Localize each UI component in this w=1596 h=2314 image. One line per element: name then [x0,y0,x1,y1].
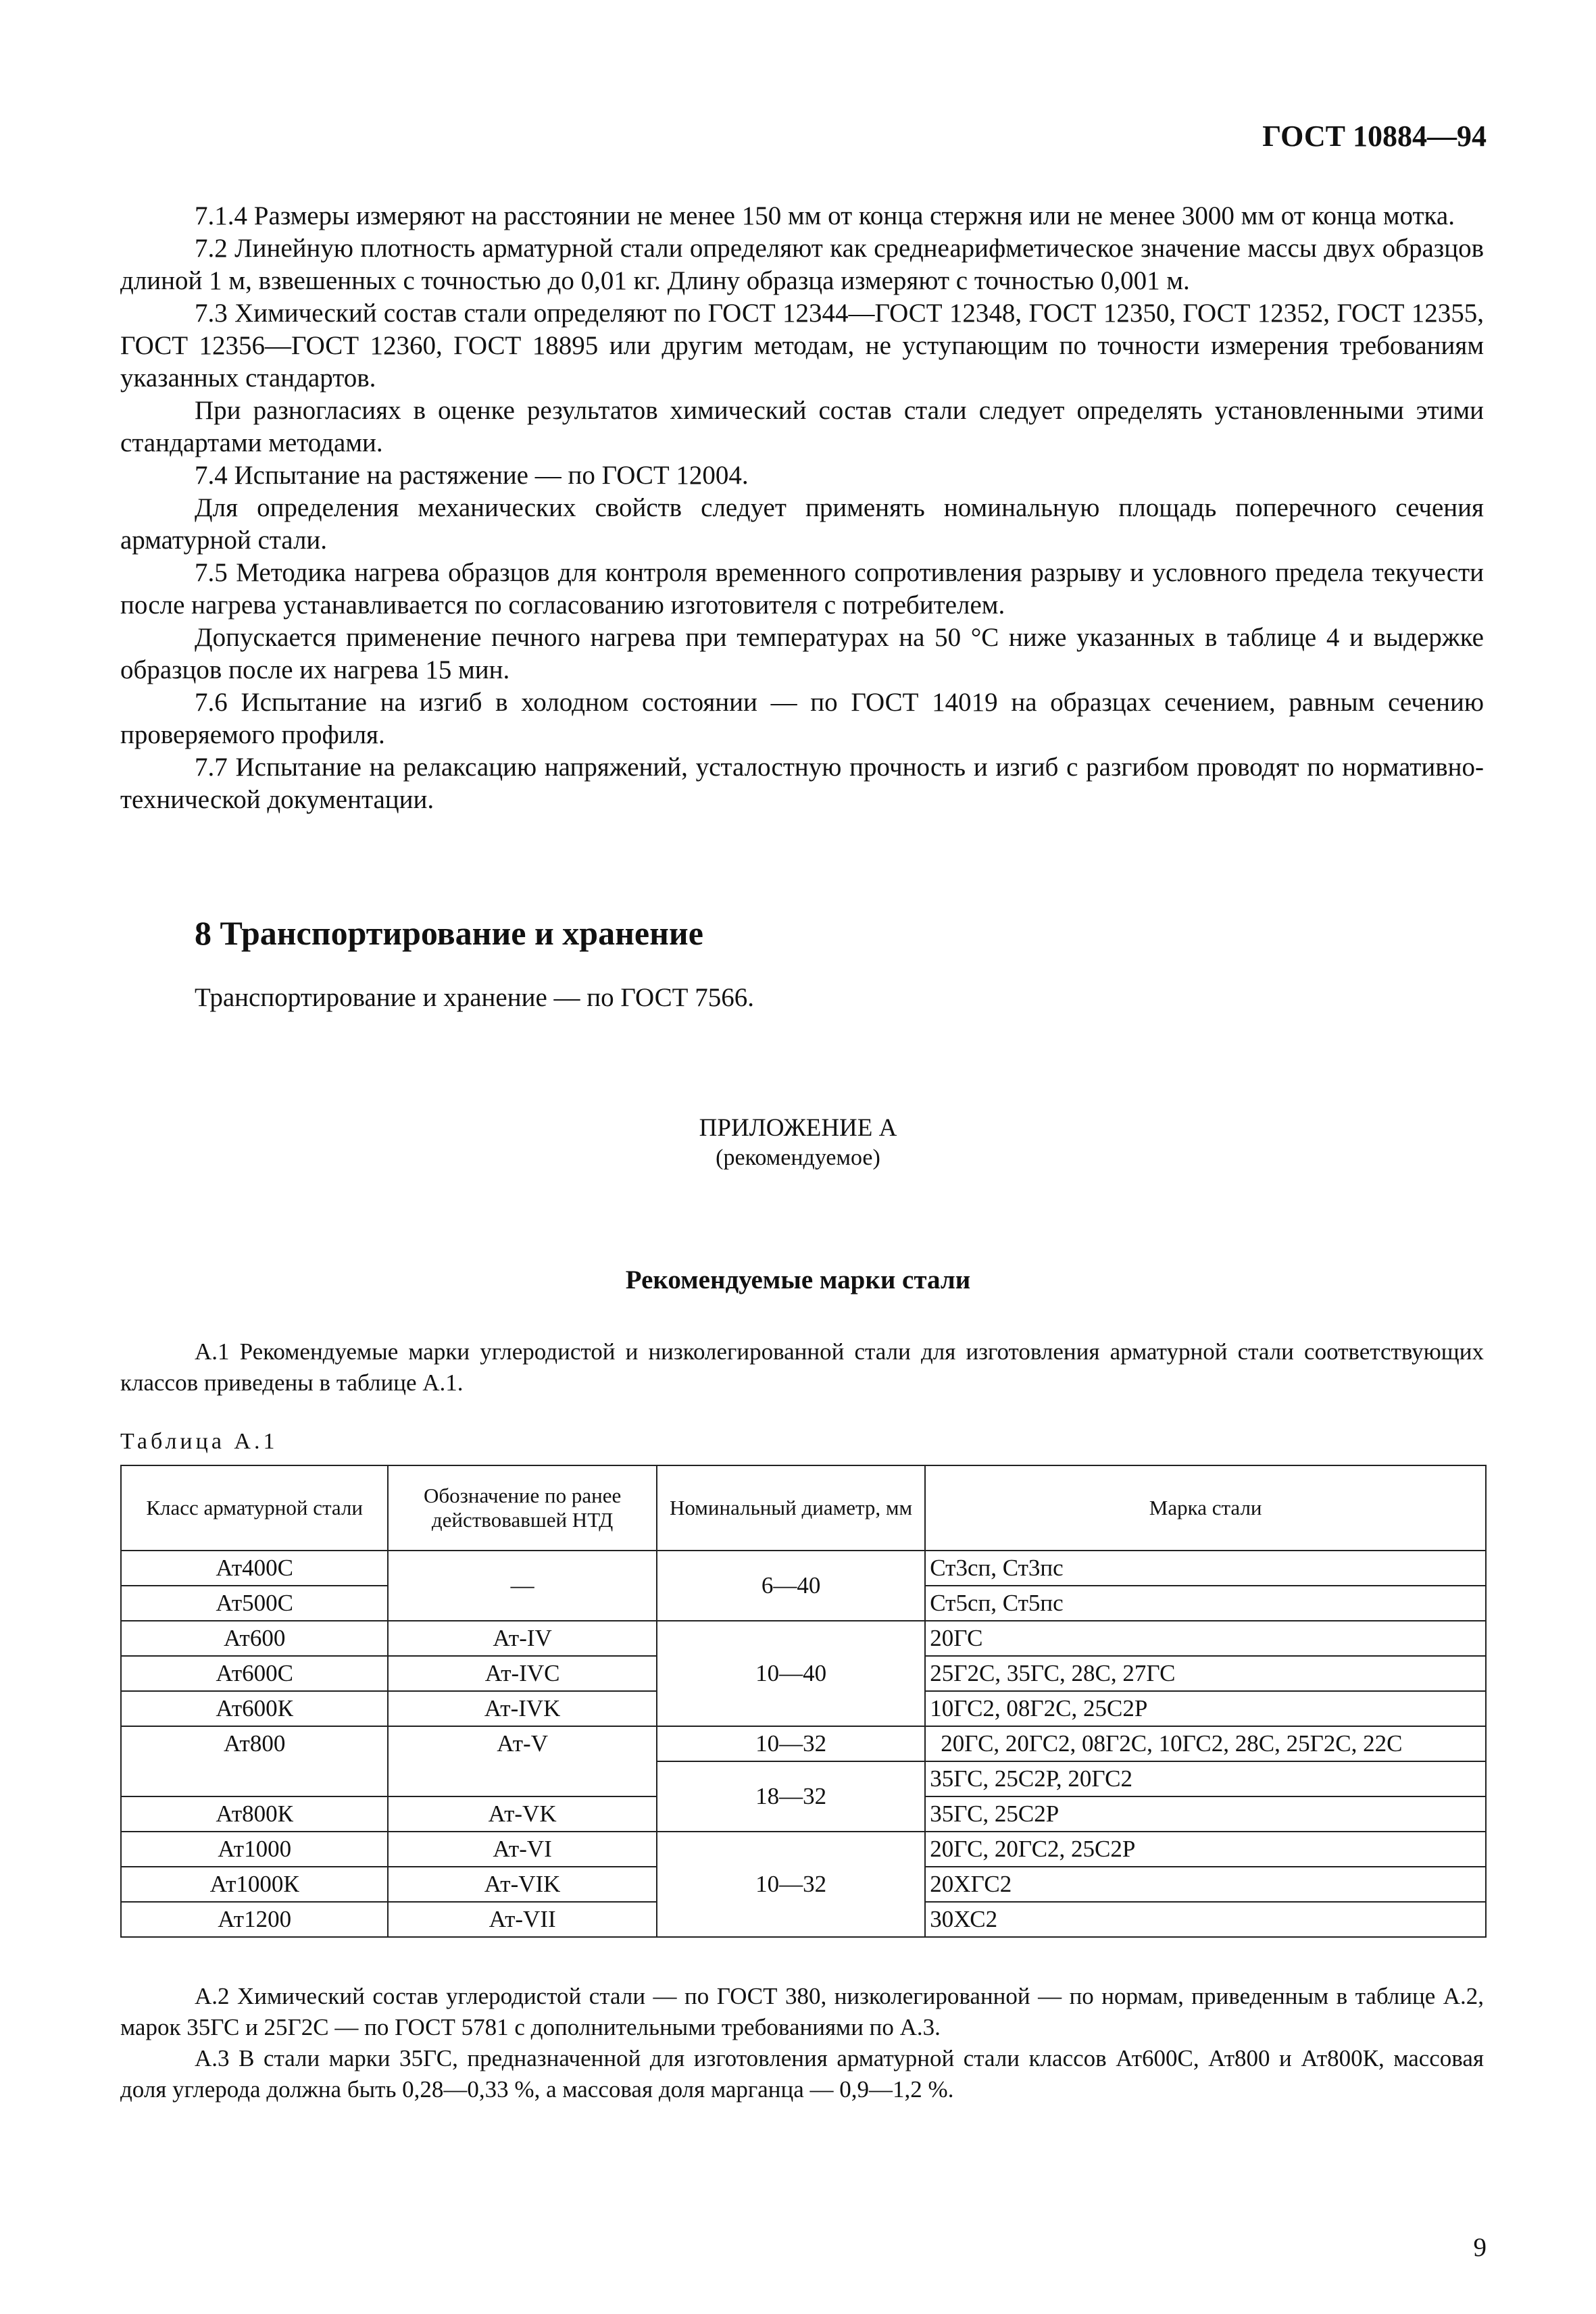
grade-cell: 35ГС, 25С2Р [925,1796,1486,1832]
section-7-text [120,200,1484,816]
grade-cell: Ст5сп, Ст5пс [925,1586,1486,1621]
appendix-a1-text [120,1336,1484,1399]
paragraph-7-6: 7.6 Испытание на изгиб в холодном состоянии — по ГОСТ 14019 на образцах сечением, равным сечению проверяемого профиля. [120,688,1484,749]
appendix-title: ПРИЛОЖЕНИЕ А [699,1114,897,1142]
old-designation-cell: — [388,1551,656,1621]
paragraph-7-1-4: 7.1.4 Размеры измеряют на расстоянии не менее 150 мм от конца стержня или не менее 3000 мм от конца мотка. [195,201,1455,230]
grade-cell: 20ХГС2 [925,1867,1486,1902]
paragraph-7-3-note: При разногласиях в оценке результатов химический состав стали следует определять установленными этими стандартами методами. [120,396,1484,457]
old-designation-cell: Ат-IVC [388,1656,656,1691]
appendix-title-block [0,1113,1596,1173]
class-cell: Ат800 [121,1726,388,1796]
paragraph-7-4: 7.4 Испытание на растяжение — по ГОСТ 12004. [195,461,749,490]
table-row [121,1832,1486,1867]
appendix-a2-a3-text [120,1981,1484,2105]
grade-cell: Ст3сп, Ст3пс [925,1551,1486,1586]
col-header-steel-grade: Марка стали [925,1465,1486,1551]
old-designation-cell: Ат-VI [388,1832,656,1867]
document-header: ГОСТ 10884—94 [1262,120,1487,153]
paragraph-7-5-note: Допускается применение печного нагрева при температурах на 50 °С ниже указанных в таблице 4 и выдержке образцов после их нагрева 15 мин. [120,623,1484,684]
class-cell: Ат600 [121,1621,388,1656]
old-designation-cell: Ат-VIK [388,1867,656,1902]
col-header-class: Класс арматурной стали [121,1465,388,1551]
table-row [121,1551,1486,1586]
col-header-old-designation: Обозначение по ранее действовавшей НТД [388,1465,656,1551]
grade-cell: 25Г2С, 35ГС, 28С, 27ГС [925,1656,1486,1691]
col-header-diameter: Номинальный диаметр, мм [657,1465,925,1551]
old-designation-cell: Ат-VK [388,1796,656,1832]
paragraph-7-3: 7.3 Химический состав стали определяют по ГОСТ 12344—ГОСТ 12348, ГОСТ 12350, ГОСТ 12352, ГОСТ 12355, ГОСТ 12356—ГОСТ 12360, ГОСТ 18895 или другим методам, не уступающим по точности измерения требованиям указанных стандартов. [120,299,1484,393]
paragraph-7-4-note: Для определения механических свойств следует применять номинальную площадь поперечного сечения арматурной стали. [120,493,1484,555]
class-cell: Ат400С [121,1551,388,1586]
class-cell: Ат1200 [121,1902,388,1937]
diameter-cell: 10—40 [657,1621,925,1726]
class-cell: Ат500С [121,1586,388,1621]
old-designation-cell: Ат-IV [388,1621,656,1656]
page-number: 9 [1473,2233,1487,2262]
appendix-subtitle: (рекомендуемое) [716,1145,880,1170]
table-row [121,1726,1486,1761]
paragraph-7-5: 7.5 Методика нагрева образцов для контроля временного сопротивления разрыву и условного предела текучести после нагрева устанавливается по согласованию изготовителя с потребителем. [120,558,1484,620]
grade-cell: 20ГС, 20ГС2, 08Г2С, 10ГС2, 28С, 25Г2С, 22С [925,1726,1486,1761]
paragraph-a2: А.2 Химический состав углеродистой стали — по ГОСТ 380, низколегированной — по нормам, приведенным в таблице А.2, марок 35ГС и 25Г2С — по ГОСТ 5781 с дополнительными требованиями по А.3. [120,1983,1484,2040]
class-cell: Ат800К [121,1796,388,1832]
steel-grades-table [120,1465,1487,1938]
section-8-text: Транспортирование и хранение — по ГОСТ 7566. [195,983,754,1012]
diameter-cell: 10—32 [657,1832,925,1937]
class-cell: Ат600С [121,1656,388,1691]
grade-cell: 20ГС [925,1621,1486,1656]
paragraph-a1: А.1 Рекомендуемые марки углеродистой и низколегированной стали для изготовления арматурной стали соответствующих классов приведены в таблице А.1. [120,1338,1484,1396]
diameter-cell: 10—32 [657,1726,925,1761]
paragraph-7-7: 7.7 Испытание на релаксацию напряжений, усталостную прочность и изгиб с разгибом проводят по нормативно-технической документации. [120,753,1484,814]
diameter-cell: 18—32 [657,1761,925,1832]
class-cell: Ат600К [121,1691,388,1726]
appendix-heading: Рекомендуемые марки стали [625,1265,971,1294]
old-designation-cell: Ат-IVK [388,1691,656,1726]
old-designation-cell: Ат-V [388,1726,656,1796]
grade-cell: 30ХС2 [925,1902,1486,1937]
paragraph-7-2: 7.2 Линейную плотность арматурной стали определяют как среднеарифметическое значение массы двух образцов длиной 1 м, взвешенных с точностью до 0,01 кг. Длину образца измеряют с точностью 0,001 м. [120,234,1484,295]
diameter-cell: 6—40 [657,1551,925,1621]
class-cell: Ат1000К [121,1867,388,1902]
grade-cell: 10ГС2, 08Г2С, 25С2Р [925,1691,1486,1726]
grade-cell: 20ГС, 20ГС2, 25С2Р [925,1832,1486,1867]
old-designation-cell: Ат-VII [388,1902,656,1937]
grade-cell: 35ГС, 25С2Р, 20ГС2 [925,1761,1486,1796]
class-cell: Ат1000 [121,1832,388,1867]
table-caption: Таблица А.1 [120,1429,278,1454]
paragraph-a3: А.3 В стали марки 35ГС, предназначенной для изготовления арматурной стали классов Ат600С, Ат800 и Ат800К, массовая доля углерода должна быть 0,28—0,33 %, а массовая доля марганца — 0,9—1,2 %. [120,2045,1484,2103]
section-8-title: 8 Транспортирование и хранение [195,914,703,952]
table-row [121,1621,1486,1656]
table-header-row [121,1465,1486,1551]
